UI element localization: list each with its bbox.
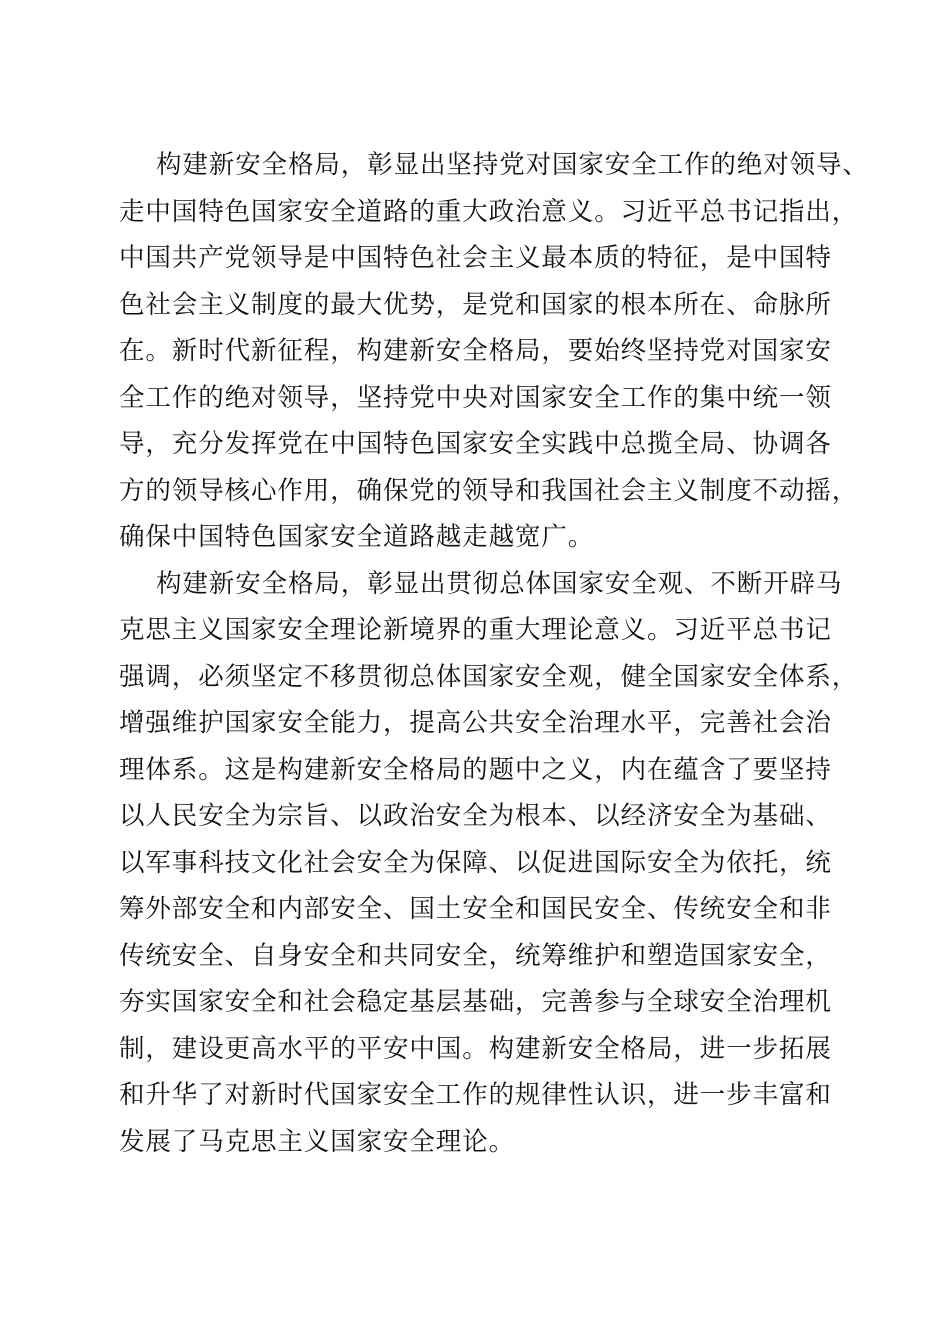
text-line: 以军事科技文化社会安全为保障、以促进国际安全为依托，统 <box>119 847 832 878</box>
text-line: 全工作的绝对领导，坚持党中央对国家安全工作的集中统一领 <box>119 382 832 413</box>
text-line: 增强维护国家安全能力，提高公共安全治理水平，完善社会治 <box>119 708 832 738</box>
paragraph-1 <box>119 142 869 561</box>
text-line: 在。新时代新征程，构建新安全格局，要始终坚持党对国家安 <box>119 336 832 366</box>
text-line: 导，充分发挥党在中国特色国家安全实践中总揽全局、协调各 <box>119 429 832 459</box>
text-line: 发展了马克思主义国家安全理论。 <box>119 1126 516 1157</box>
text-line: 构建新安全格局，彰显出坚持党对国家安全工作的绝对领导、 <box>156 150 869 180</box>
text-line: 克思主义国家安全理论新境界的重大理论意义。习近平总书记 <box>119 615 832 645</box>
text-line: 方的领导核心作用，确保党的领导和我国社会主义制度不动摇， <box>119 475 859 506</box>
document-body <box>119 142 869 1165</box>
text-line: 理体系。这是构建新安全格局的题中之义，内在蕴含了要坚持 <box>119 754 832 785</box>
paragraph-2 <box>119 561 859 1166</box>
text-line: 筹外部安全和内部安全、国土安全和国民安全、传统安全和非 <box>119 894 832 924</box>
text-line: 走中国特色国家安全道路的重大政治意义。习近平总书记指出， <box>119 196 859 227</box>
text-line: 制，建设更高水平的平安中国。构建新安全格局，进一步拓展 <box>119 1033 832 1064</box>
text-line: 确保中国特色国家安全道路越走越宽广。 <box>119 522 595 552</box>
text-line: 和升华了对新时代国家安全工作的规律性认识，进一步丰富和 <box>119 1080 832 1110</box>
text-line: 构建新安全格局，彰显出贯彻总体国家安全观、不断开辟马 <box>156 568 843 599</box>
text-line: 传统安全、自身安全和共同安全，统筹维护和塑造国家安全， <box>119 940 832 971</box>
text-line: 以人民安全为宗旨、以政治安全为根本、以经济安全为基础、 <box>119 801 832 831</box>
text-line: 强调，必须坚定不移贯彻总体国家安全观，健全国家安全体系， <box>119 661 859 692</box>
text-line: 夯实国家安全和社会稳定基层基础，完善参与全球安全治理机 <box>119 987 832 1017</box>
text-line: 色社会主义制度的最大优势，是党和国家的根本所在、命脉所 <box>119 289 832 320</box>
text-line: 中国共产党领导是中国特色社会主义最本质的特征，是中国特 <box>119 243 832 273</box>
